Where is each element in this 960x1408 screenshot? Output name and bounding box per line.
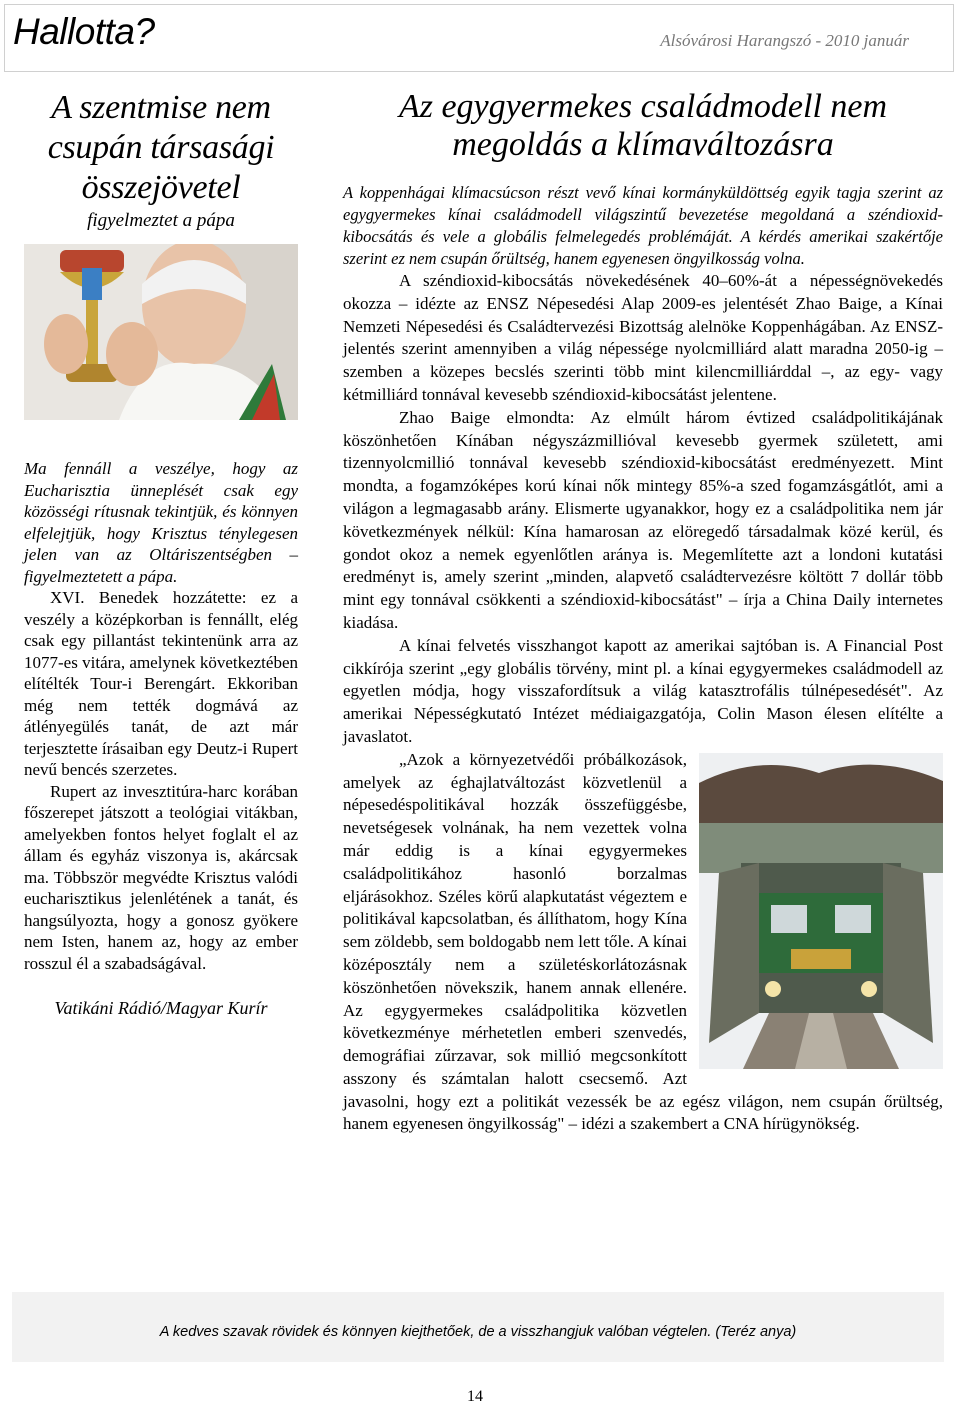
right-article-title: Az egygyermekes családmodell nem megoldás a klímaváltozásra xyxy=(398,88,888,163)
right-article-body xyxy=(343,270,943,1136)
right-article-paragraph: Zhao Baige elmondta: Az elmúlt három évtized családpolitikájának köszönhetően Kínában négyszázmillióval kevesebb gyermek született, ami tizennyolcmillió tonnával kevesebb széndioxid-kibocsátást eredményezett. Mint mondta, a fogamzóképes korú kínai nők mintegy 85%-a szed fogamzásgátlót, ami a világon a legmagasabb arány. Elismerte ugyanakkor, hogy ez a családpolitika nem jár következmények nélkül: Kína hamarosan az elöregedő társadalmak közé kerül, és gondot okoz a nemek egyenlőtlen aránya is. Megemlítette azt a londoni kutatási eredményt is, amely szerint „minden, alapvető családtervezésre költött 7 dollár több mint egy tonnával csökkenti a széndioxid-kibocsátást" – írja a China Daily internetes kiadása. xyxy=(343,407,943,632)
left-article-title: A szentmise nem csupán társasági összejövetel xyxy=(47,89,275,206)
right-article-paragraph: A kínai felvetés visszhangot kapott az amerikai sajtóban is. A Financial Post cikkírója szerint „egy globális törvény, mint pl. a kínai egygyermekes családmodell az egyetlen módja, hogy visszafordítsuk a világ katasztrofális túlnépesedését". Az amerikai Népességkutató Intézet médiaigazgatója, Colin Mason élesen elítélte a javaslatot. xyxy=(343,635,943,746)
footer-quote: A kedves szavak rövidek és könnyen kiejthetőek, de a visszhangjuk valóban végtelen. (Teréz anya) xyxy=(159,1324,797,1340)
right-article-paragraph: A széndioxid-kibocsátás növekedésének 40–60%-át a népességnövekedés okozza – idézte az ENSZ Népesedési Alap 2009-es jelentését Zhao Baige, a Kínai Nemzeti Népesedési és Családtervezési Bizottság alelnöke Koppenhágában. Az ENSZ- jelentés szerint amennyiben a világ népessége nyolcmilliárd alatt maradna 2050-ig – szemben a közepes becslés szerinti több mint kilencmilliárddal –, az egy- vagy kétmilliárd tonnával kevesebb széndioxid-kibocsátást jelentene. xyxy=(343,271,943,404)
footer-quote-bar xyxy=(12,1292,944,1362)
right-article-lead: A koppenhágai klímacsúcson részt vevő kínai kormányküldöttség egyik tagja szerint az egygyermekes kínai családmodell világszintű bevezetése megoldaná a széndioxid-kibocsátás és vele a globális felmelegedés problémáját. A kérdés amerikai szakértője szerint ez nem csupán őrültség, hanem egyenesen öngyilkosság volna. xyxy=(343,183,943,268)
left-article-subtitle: figyelmeztet a pápa xyxy=(87,210,235,231)
page-number: 14 xyxy=(467,1388,483,1405)
left-article-body xyxy=(24,458,298,1020)
right-article-paragraph: „Azok a környezetvédői próbálkozások, amelyek az éghajlatváltozást közvetlenül a népesedéspolitikával hozzák összefüggésbe, nevetségesek volnának, ha nem vezettek volna már eddig is a kínai egygyermekes családpolitikához hasonló borzalmas eljárásokhoz. Széles körű alapkutatást végeztem e politikával kapcsolatban, és állíthatom, hogy Kína sem zöldebb, sem boldogabb nem lett tőle. A kínai középosztály nem a születéskorlátozásnak köszönhetően növekszik, hanem annak ellenére. Az egygyermekes családpolitika közvetlen következménye mérhetetlen emberi szenvedés, demográfiai zűrzavar, sok millió megcsonkított asszony és számtalan halott csecsemő. Azt javasolni, hogy ezt a politikát vezessék be az egész világon, nem csupán őrültség, hanem egyenesen öngyilkosság" – idézi a szakembert a CNA hírügynökség. xyxy=(343,749,943,1134)
left-article-credit: Vatikáni Rádió/Magyar Kurír xyxy=(54,998,268,1018)
page-header xyxy=(4,4,954,72)
left-article-paragraph: XVI. Benedek hozzátette: ez a veszély a középkorban is fennállt, elég csak egy pillantást tekintenünk arra az 1077-es vitára, amelynek következtében elítélték Tour-i Berengárt. Ekkoriban még nem tették dogmává az átlényegülés tanát, de azt már terjesztette írásaiban egy Deutz-i Rupert nevű bencés szerzetes. xyxy=(24,588,298,779)
left-article xyxy=(24,88,298,1020)
right-article xyxy=(343,88,943,1136)
left-article-intro: Ma fennáll a veszélye, hogy az Eucharisztia ünneplését csak egy közösségi rítusnak tekintjük, és könnyen elfelejtjük, hogy Krisztus ténylegesen jelen van az Oltáriszentségben – figyelmeztetett a pápa. xyxy=(24,459,298,586)
pope-photo xyxy=(24,244,298,420)
section-title: Hallotta? xyxy=(13,11,155,52)
left-article-paragraph: Rupert az invesztitúra-harc korában főszerepet játszott a teológiai vitákban, amelyekben fontos helyet foglalt el az állam és egyház viszonya is, akárcsak ma. Többször megvédte Krisztus valódi eucharisztikus jelenlétének a tanát, és hangsúlyozta, hogy a gonosz gyökere nem Isten, hanem az, hogy az ember rosszul él a szabadságával. xyxy=(24,781,298,973)
crowded-train-photo xyxy=(699,753,943,1069)
issue-label: Alsóvárosi Harangszó - 2010 január xyxy=(660,31,909,50)
